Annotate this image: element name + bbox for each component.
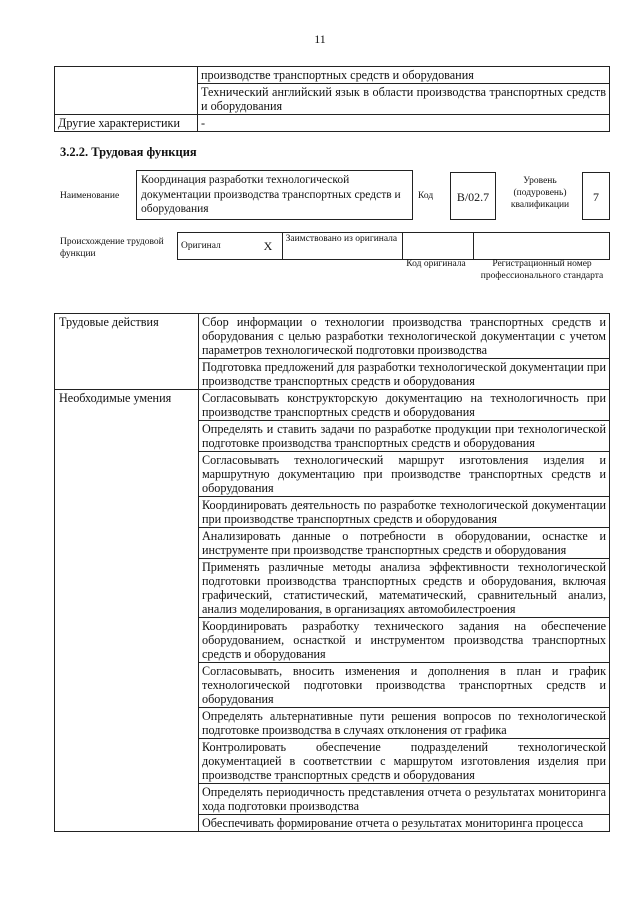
skill-item: Координировать деятельность по разработке технологической документации при производстве транспортных средств и оборудования	[199, 497, 610, 528]
code-label: Код	[418, 191, 434, 201]
table-row	[178, 233, 610, 260]
function-code-box: B/02.7	[450, 172, 496, 220]
skill-item: Применять различные методы анализа эффективности технологической подготовки производства транспортных средств и оборудования, включая графический, статистический, математический, сравнительный анализ, анализ моделирования, в организациях автомобилестроения	[199, 559, 610, 618]
table-row	[55, 314, 610, 359]
origin-code-caption: Код оригинала	[406, 259, 466, 269]
table-cell-value: -	[198, 115, 610, 132]
skills-label: Необходимые умения	[55, 390, 199, 832]
function-name-box: Координация разработки технологической документации производства транспортных средств и оборудования	[136, 170, 413, 220]
section-heading: 3.2.2. Трудовая функция	[60, 145, 197, 159]
level-label: Уровень (подуровень) квалификации	[510, 176, 570, 210]
top-continuation-table	[54, 66, 610, 132]
origin-table	[177, 232, 610, 260]
skill-item: Контролировать обеспечение подразделений технологической документацией в соответствии с маршрутом изготовления изделия при производстве транспортных средств и оборудования	[199, 739, 610, 784]
skill-item: Определять и ставить задачи по разработке продукции при технологической подготовке производства транспортных средств и оборудования	[199, 421, 610, 452]
skill-item: Анализировать данные о потребности в оборудовании, оснастке и инструменте при производстве транспортных средств и оборудования	[199, 528, 610, 559]
labor-actions-label: Трудовые действия	[55, 314, 199, 390]
table-cell-label: Другие характеристики	[55, 115, 198, 132]
skill-item: Согласовывать, вносить изменения и дополнения в план и график технологической подготовки производства транспортных средств и оборудования	[199, 663, 610, 708]
skill-item: Обеспечивать формирование отчета о результатах мониторинга процесса	[199, 815, 610, 832]
skill-item: Согласовывать технологический маршрут изготовления изделия и маршрутную документацию при производстве транспортных средств и оборудования	[199, 452, 610, 497]
labor-function-table	[54, 313, 610, 832]
origin-reg-cell	[474, 233, 610, 260]
table-row	[55, 115, 610, 132]
skill-item: Определять альтернативные пути решения вопросов по технологической подготовке производства в случаях отклонения от графика	[199, 708, 610, 739]
origin-reg-caption: Регистрационный номер профессионального стандарта	[480, 259, 604, 281]
origin-label: Происхождение трудовой функции	[60, 237, 164, 259]
skill-item: Определять периодичность представления отчета о результатах мониторинга хода подготовки производства	[199, 784, 610, 815]
origin-original-cell: Оригинал	[178, 233, 255, 260]
table-cell-value: Технический английский язык в области производства транспортных средств и оборудования	[198, 84, 610, 115]
name-label: Наименование	[60, 191, 120, 201]
level-box: 7	[582, 172, 610, 220]
labor-action-item: Подготовка предложений для разработки технологической документации при производстве транспортных средств и оборудования	[199, 359, 610, 390]
origin-code-cell	[402, 233, 473, 260]
skill-item: Координировать разработку технического задания на обеспечение оборудованием, оснасткой и инструментом производства транспортных средств и оборудования	[199, 618, 610, 663]
table-cell-value: производстве транспортных средств и оборудования	[198, 67, 610, 84]
table-cell-label	[55, 67, 198, 115]
origin-borrowed-cell: Заимствовано из оригинала	[282, 233, 402, 260]
labor-action-item: Сбор информации о технологии производства транспортных средств и оборудования с целью разработки технологической документации с учетом параметров технологической подготовки производства	[199, 314, 610, 359]
origin-mark: X	[254, 233, 282, 260]
page-number: 11	[314, 32, 326, 46]
table-row	[55, 390, 610, 421]
skill-item: Согласовывать конструкторскую документацию на технологичность при производстве транспортных средств и оборудования	[199, 390, 610, 421]
table-row	[55, 67, 610, 84]
